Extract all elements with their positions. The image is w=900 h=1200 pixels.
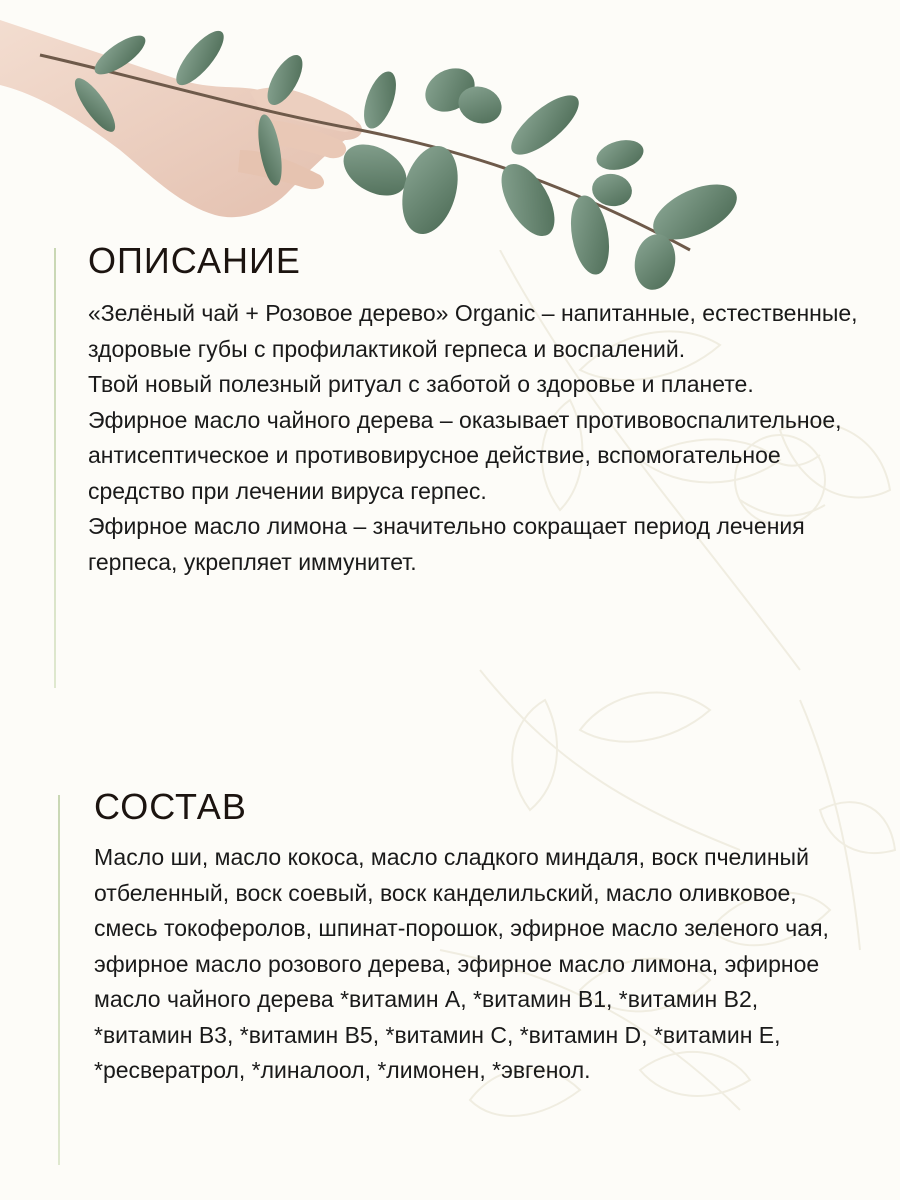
description-body — [88, 296, 858, 580]
composition-title: СОСТАВ — [94, 786, 247, 827]
composition-accent-bar — [58, 795, 60, 1165]
description-paragraph: «Зелёный чай + Розовое дерево» Organic – напитанные, естественные, здоровые губы с профилактикой герпеса и воспалений. — [88, 300, 858, 362]
description-paragraph: Твой новый полезный ритуал с заботой о здоровье и планете. — [88, 371, 754, 397]
description-title: ОПИСАНИЕ — [88, 240, 301, 281]
description-accent-bar — [54, 248, 56, 688]
composition-body — [94, 840, 839, 1089]
description-paragraph: Эфирное масло лимона – значительно сокращает период лечения герпеса, укрепляет иммунитет. — [88, 513, 805, 575]
description-paragraph: Эфирное масло чайного дерева – оказывает противовоспалительное, антисептическое и противовирусное действие, вспомогательное средство при лечении вируса герпес. — [88, 406, 842, 504]
composition-text: Масло ши, масло кокоса, масло сладкого миндаля, воск пчелиный отбеленный, воск соевый, воск канделильский, масло оливковое, смесь токоферолов, шпинат-порошок, эфирное масло зеленого чая, эфирное масло розового дерева, эфирное масло лимона, эфирное масло чайного дерева *витамин A, *витамин B1, *витамин B2, *витамин B3, *витамин B5, *витамин C, *витамин D, *витамин E, *ресвератрол, *линалоол, *лимонен, *эвгенол. — [94, 844, 829, 1083]
